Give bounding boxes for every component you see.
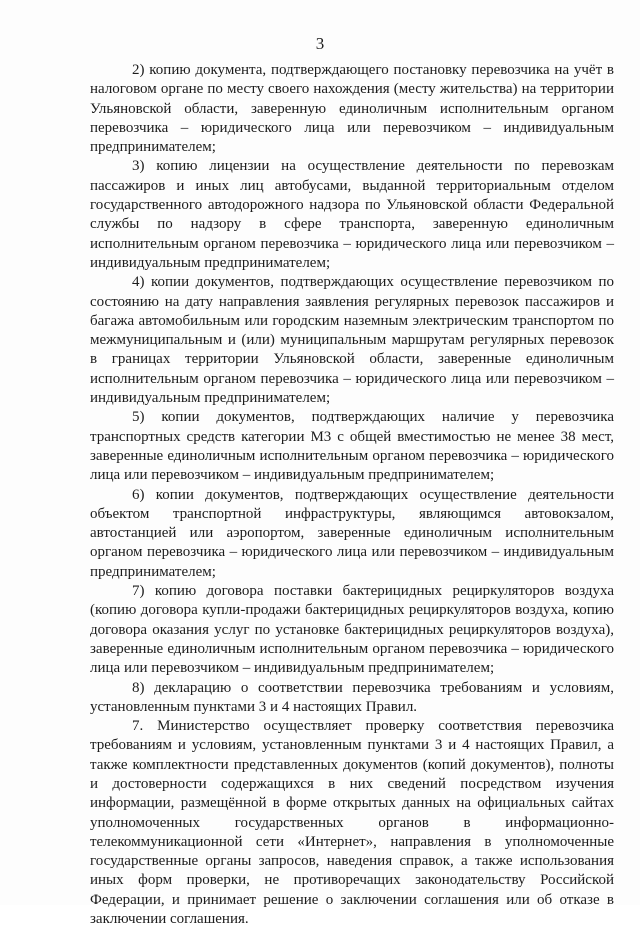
list-item-3: 3) копию лицензии на осуществление деятельности по перевозкам пассажиров и иных лиц автобусами, выданной территориальным отделом государственного автодорожного надзора по Ульяновской области Федеральной службы по надзору в сфере транспорта, заверенную единоличным исполнительным органом перевозчика – юридического лица или перевозчиком – индивидуальным предпринимателем; <box>90 158 614 271</box>
section-7-paragraph: 7. Министерство осуществляет проверку соответствия перевозчика требованиям и условиям, установленным пунктами 3 и 4 настоящих Правил, а также комплектности представленных документов (копий документов), полноты и достоверности содержащихся в них сведений посредством изучения информации, размещённой в форме открытых данных на официальных сайтах уполномоченных государственных органов в информационно-телекоммуникационной сети «Интернет», направления в уполномоченные государственные органы запросов, наведения справок, а также использования иных форм проверки, не противоречащих законодательству Российской Федерации, и принимает решение о заключении соглашения или об отказе в заключении соглашения. <box>90 718 614 928</box>
page-number: 3 <box>315 34 325 53</box>
list-item-5: 5) копии документов, подтверждающих наличие у перевозчика транспортных средств категории М3 с общей вместимостью не менее 38 мест, заверенные единоличным исполнительным органом перевозчика – юридического лица или перевозчиком – индивидуальным предпринимателем; <box>90 409 614 484</box>
list-item-2: 2) копию документа, подтверждающего постановку перевозчика на учёт в налоговом органе по месту своего нахождения (месту жительства) на территории Ульяновской области, заверенную единоличным исполнительным органом перевозчика – юридического лица или перевозчиком – индивидуальным предпринимателем; <box>90 62 614 156</box>
list-item-6: 6) копии документов, подтверждающих осуществление деятельности объектом транспортной инфраструктуры, являющимся автовокзалом, автостанцией или аэропортом, заверенные единоличным исполнительным органом перевозчика – юридического лица или перевозчиком – индивидуальным предпринимателем; <box>90 486 614 580</box>
list-item-8: 8) декларацию о соответствии перевозчика требованиям и условиям, установленным пунктами 3 и 4 настоящих Правил. <box>90 679 614 715</box>
document-body <box>90 61 614 929</box>
list-item-7: 7) копию договора поставки бактерицидных рециркуляторов воздуха (копию договора купли-продажи бактерицидных рециркуляторов воздуха, копию договора оказания услуг по установке бактерицидных рециркуляторов воздуха), заверенные единоличным исполнительным органом перевозчика – юридического лица или перевозчиком – индивидуальным предпринимателем; <box>90 583 614 677</box>
list-item-4: 4) копии документов, подтверждающих осуществление перевозчиком по состоянию на дату направления заявления регулярных перевозок пассажиров и багажа автомобильным или городским наземным электрическим транспортом по межмуниципальным и (или) муниципальным маршрутам регулярных перевозок в границах территории Ульяновской области, заверенные единоличным исполнительным органом перевозчика – юридического лица или перевозчиком – индивидуальным предпринимателем; <box>90 274 614 407</box>
